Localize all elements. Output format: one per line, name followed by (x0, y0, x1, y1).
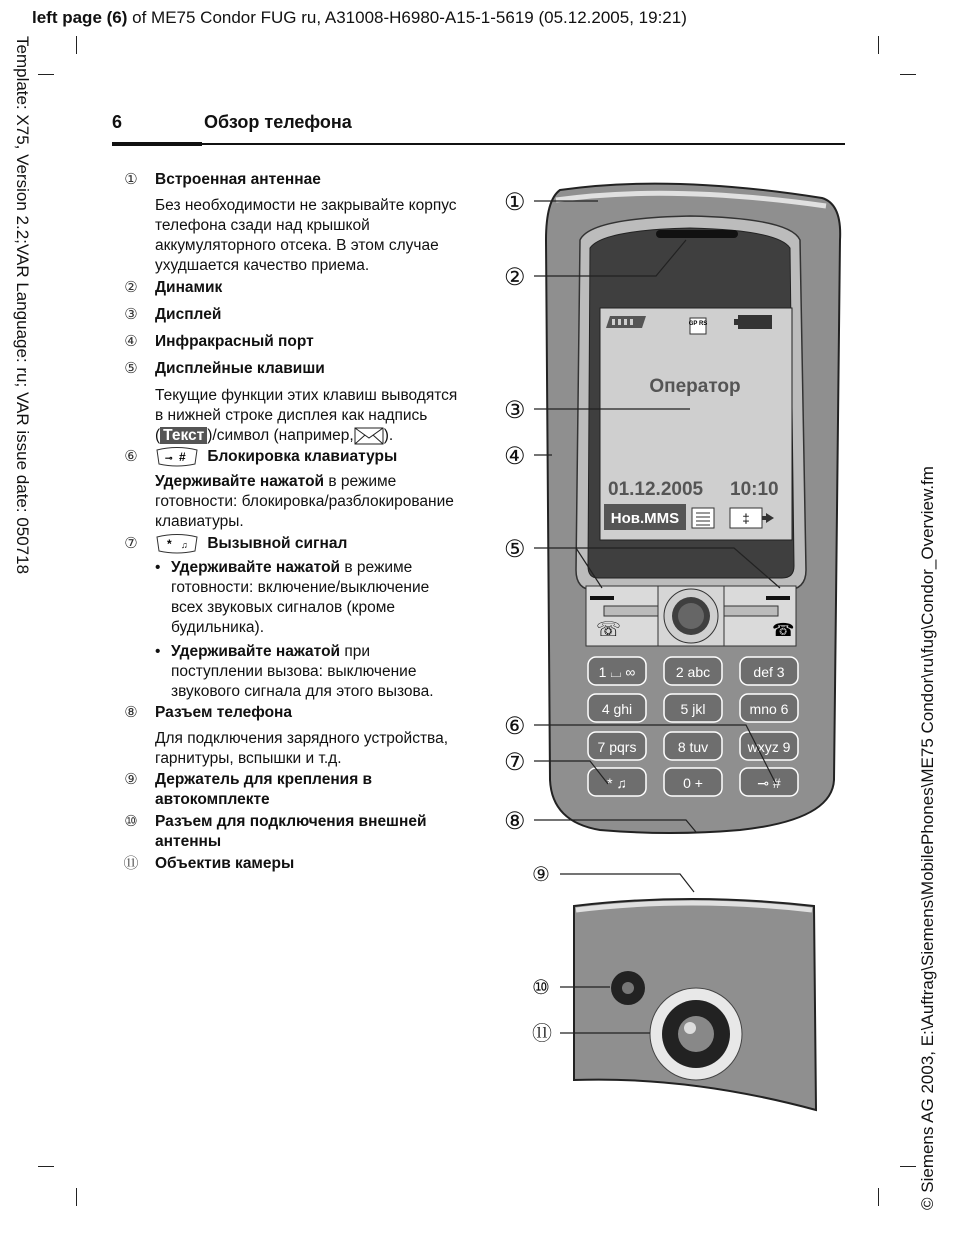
softkey-left-text: Нов.MMS (610, 510, 680, 527)
svg-text:mno 6: mno 6 (749, 701, 789, 717)
key-5[interactable] (664, 694, 722, 722)
battery-signal-icon (606, 316, 646, 328)
hash-key-icon (155, 447, 199, 467)
svg-text:2 abc: 2 abc (675, 664, 711, 680)
svg-text:②: ② (504, 264, 526, 291)
end-call-icon: ☎ (772, 620, 795, 640)
text-softkey-sample: Текст (160, 427, 207, 444)
callouts-back (532, 864, 552, 1045)
svg-text:1 ⌴ ∞: 1 ⌴ ∞ (598, 664, 636, 680)
svg-text:0 +: 0 + (683, 775, 703, 791)
svg-text:⑩: ⑩ (532, 977, 550, 999)
key-hash[interactable] (740, 768, 798, 796)
svg-text:⑥: ⑥ (504, 713, 526, 740)
page-title: Обзор телефона (204, 112, 352, 132)
menu-icon (692, 508, 714, 528)
svg-text:⊸: ⊸ (165, 453, 173, 463)
phone-illustration (490, 170, 850, 1130)
left-margin-note: Template: X75, Version 2.2;VAR Language: ru; VAR issue date: 050718 (13, 36, 32, 575)
svg-text:⊸ #: ⊸ # (757, 775, 781, 791)
svg-text:#: # (179, 450, 186, 464)
key-7[interactable] (588, 732, 646, 760)
svg-text:4 ghi: 4 ghi (601, 701, 633, 717)
envelope-icon (354, 427, 384, 445)
svg-text:⑦: ⑦ (504, 749, 526, 776)
svg-text:*: * (167, 537, 172, 551)
key-0[interactable] (664, 768, 722, 796)
svg-text:⑨: ⑨ (532, 864, 550, 886)
svg-text:* ♫: * ♫ (607, 775, 627, 791)
key-2[interactable] (664, 657, 722, 685)
gprs-label: GP RS (688, 321, 708, 327)
callouts (504, 189, 526, 835)
key-4[interactable] (588, 694, 646, 722)
call-icon: ☏ (596, 619, 622, 641)
star-key-icon (155, 534, 199, 554)
right-margin-note: © Siemens AG 2003, E:\Auftrag\Siemens\MobilePhones\ME75 Condor\ru\fug\Condor_Overview.fm (918, 466, 937, 1210)
battery-icon (734, 315, 772, 329)
svg-text:①: ① (504, 189, 526, 216)
screen-date: 01.12.2005 (608, 479, 704, 500)
key-star[interactable] (588, 768, 646, 796)
screen-time: 10:10 (730, 479, 779, 500)
svg-text:⑤: ⑤ (504, 536, 526, 563)
key-1[interactable] (588, 657, 646, 685)
key-8[interactable] (664, 732, 722, 760)
header-rule (112, 143, 845, 145)
svg-text:♫: ♫ (181, 540, 188, 550)
key-6[interactable] (740, 694, 798, 722)
svg-text:wxyz 9: wxyz 9 (747, 739, 791, 755)
svg-text:‡: ‡ (742, 511, 750, 526)
svg-text:③: ③ (504, 397, 526, 424)
svg-text:def 3: def 3 (753, 664, 785, 680)
svg-text:⑪: ⑪ (532, 1023, 552, 1045)
operator-name: Оператор (649, 376, 741, 397)
svg-text:④: ④ (504, 443, 526, 470)
page-number: 6 (112, 112, 123, 132)
key-9[interactable] (740, 732, 798, 760)
key-3[interactable] (740, 657, 798, 685)
header-rule-thick (112, 142, 202, 146)
item-antenna: ① Встроенная антеннае Без необходимости не закрывайте корпус телефона сзади над крышкой аккумуляторного отсека. В этом случае ухудшается качество приема. (124, 171, 457, 274)
svg-text:7 pqrs: 7 pqrs (597, 739, 637, 755)
svg-text:⑧: ⑧ (504, 808, 526, 835)
svg-text:5 jkl: 5 jkl (680, 701, 706, 717)
svg-text:8 tuv: 8 tuv (677, 739, 709, 755)
print-header: left page (6) of ME75 Condor FUG ru, A31008-H6980-A15-1-5619 (05.12.2005, 19:21) (32, 8, 687, 27)
speaker-grille (656, 230, 738, 238)
